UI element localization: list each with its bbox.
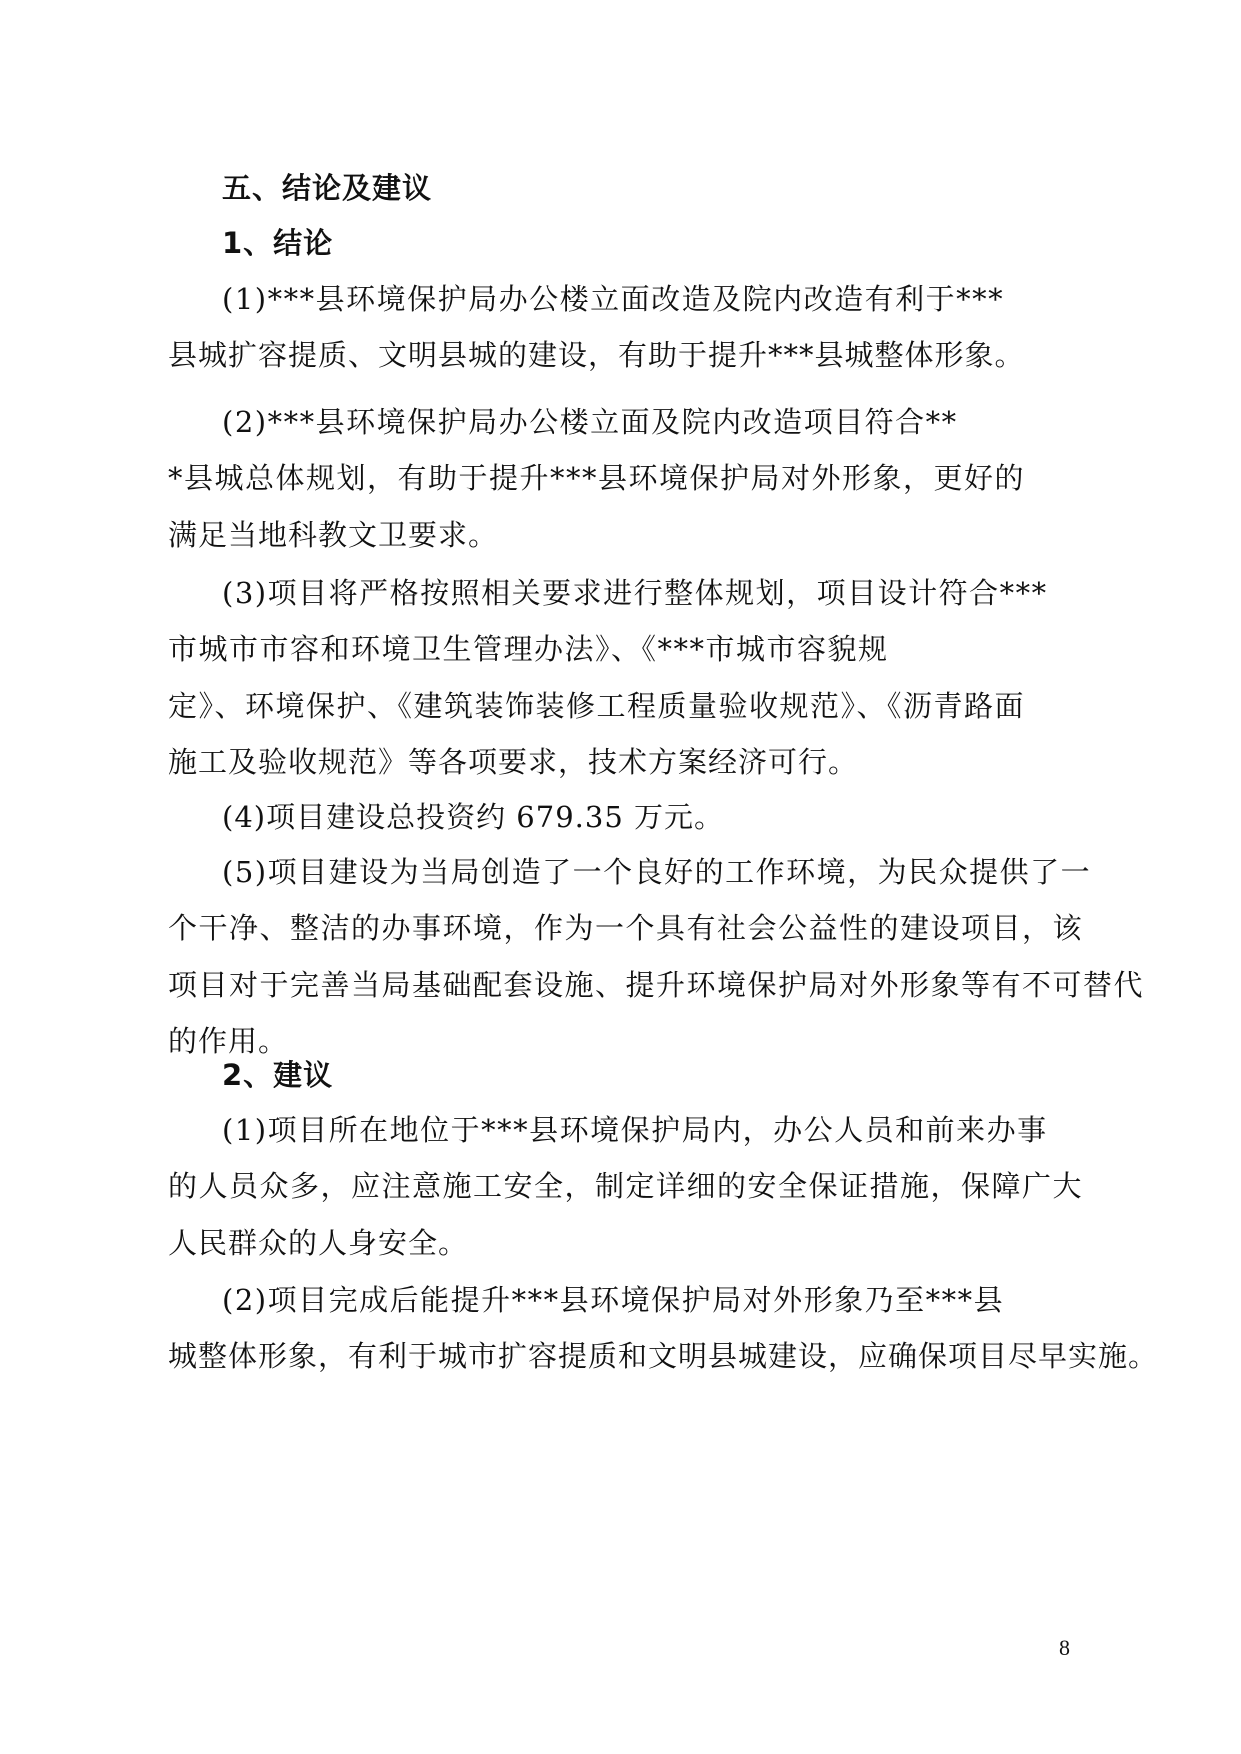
sub2-title-line-1: 2、建议 xyxy=(222,1058,334,1092)
conclusions-2-line-3: 定》、环境保护、《建筑装饰装修工程质量验收规范》、《沥青路面 xyxy=(168,689,1026,723)
suggestions-0-line-3: 人民群众的人身安全。 xyxy=(168,1226,469,1260)
suggestions-0-line-1: (1)项目所在地位于***县环境保护局内，办公人员和前来办事 xyxy=(222,1113,1048,1147)
conclusions-0-line-1: (1)***县环境保护局办公楼立面改造及院内改造有利于*** xyxy=(222,282,1005,316)
conclusions-2-line-4: 施工及验收规范》等各项要求，技术方案经济可行。 xyxy=(168,745,859,779)
conclusions-4-line-3: 项目对于完善当局基础配套设施、提升环境保护局对外形象等有不可替代 xyxy=(168,968,1145,1002)
suggestions-1-line-1: (2)项目完成后能提升***县环境保护局对外形象乃至***县 xyxy=(222,1283,1005,1317)
conclusions-4-line-4: 的作用。 xyxy=(168,1024,289,1058)
page-number: 8 xyxy=(1059,1635,1070,1660)
conclusions-1-line-2: *县城总体规划，有助于提升***县环境保护局对外形象，更好的 xyxy=(168,461,1026,495)
conclusions-2-line-2: 市城市市容和环境卫生管理办法》、《***市城市容貌规 xyxy=(168,632,889,666)
conclusions-2-line-1: (3)项目将严格按照相关要求进行整体规划，项目设计符合*** xyxy=(222,576,1048,610)
sub1-title-line-1: 1、结论 xyxy=(222,226,334,260)
conclusions-0-line-2: 县城扩容提质、文明县城的建设，有助于提升***县城整体形象。 xyxy=(168,338,1025,372)
conclusions-3-line-1: (4)项目建设总投资约 679.35 万元。 xyxy=(222,800,724,834)
section-title-line-1: 五、结论及建议 xyxy=(222,171,433,205)
conclusions-1-line-1: (2)***县环境保护局办公楼立面及院内改造项目符合** xyxy=(222,405,958,439)
conclusions-1-line-3: 满足当地科教文卫要求。 xyxy=(168,518,499,552)
conclusions-4-line-2: 个干净、整洁的办事环境，作为一个具有社会公益性的建设项目，该 xyxy=(168,911,1084,945)
suggestions-1-line-2: 城整体形象，有利于城市扩容提质和文明县城建设，应确保项目尽早实施。 xyxy=(168,1339,1159,1373)
conclusions-4-line-1: (5)项目建设为当局创造了一个良好的工作环境，为民众提供了一 xyxy=(222,855,1092,889)
suggestions-0-line-2: 的人员众多，应注意施工安全，制定详细的安全保证措施，保障广大 xyxy=(168,1169,1084,1203)
